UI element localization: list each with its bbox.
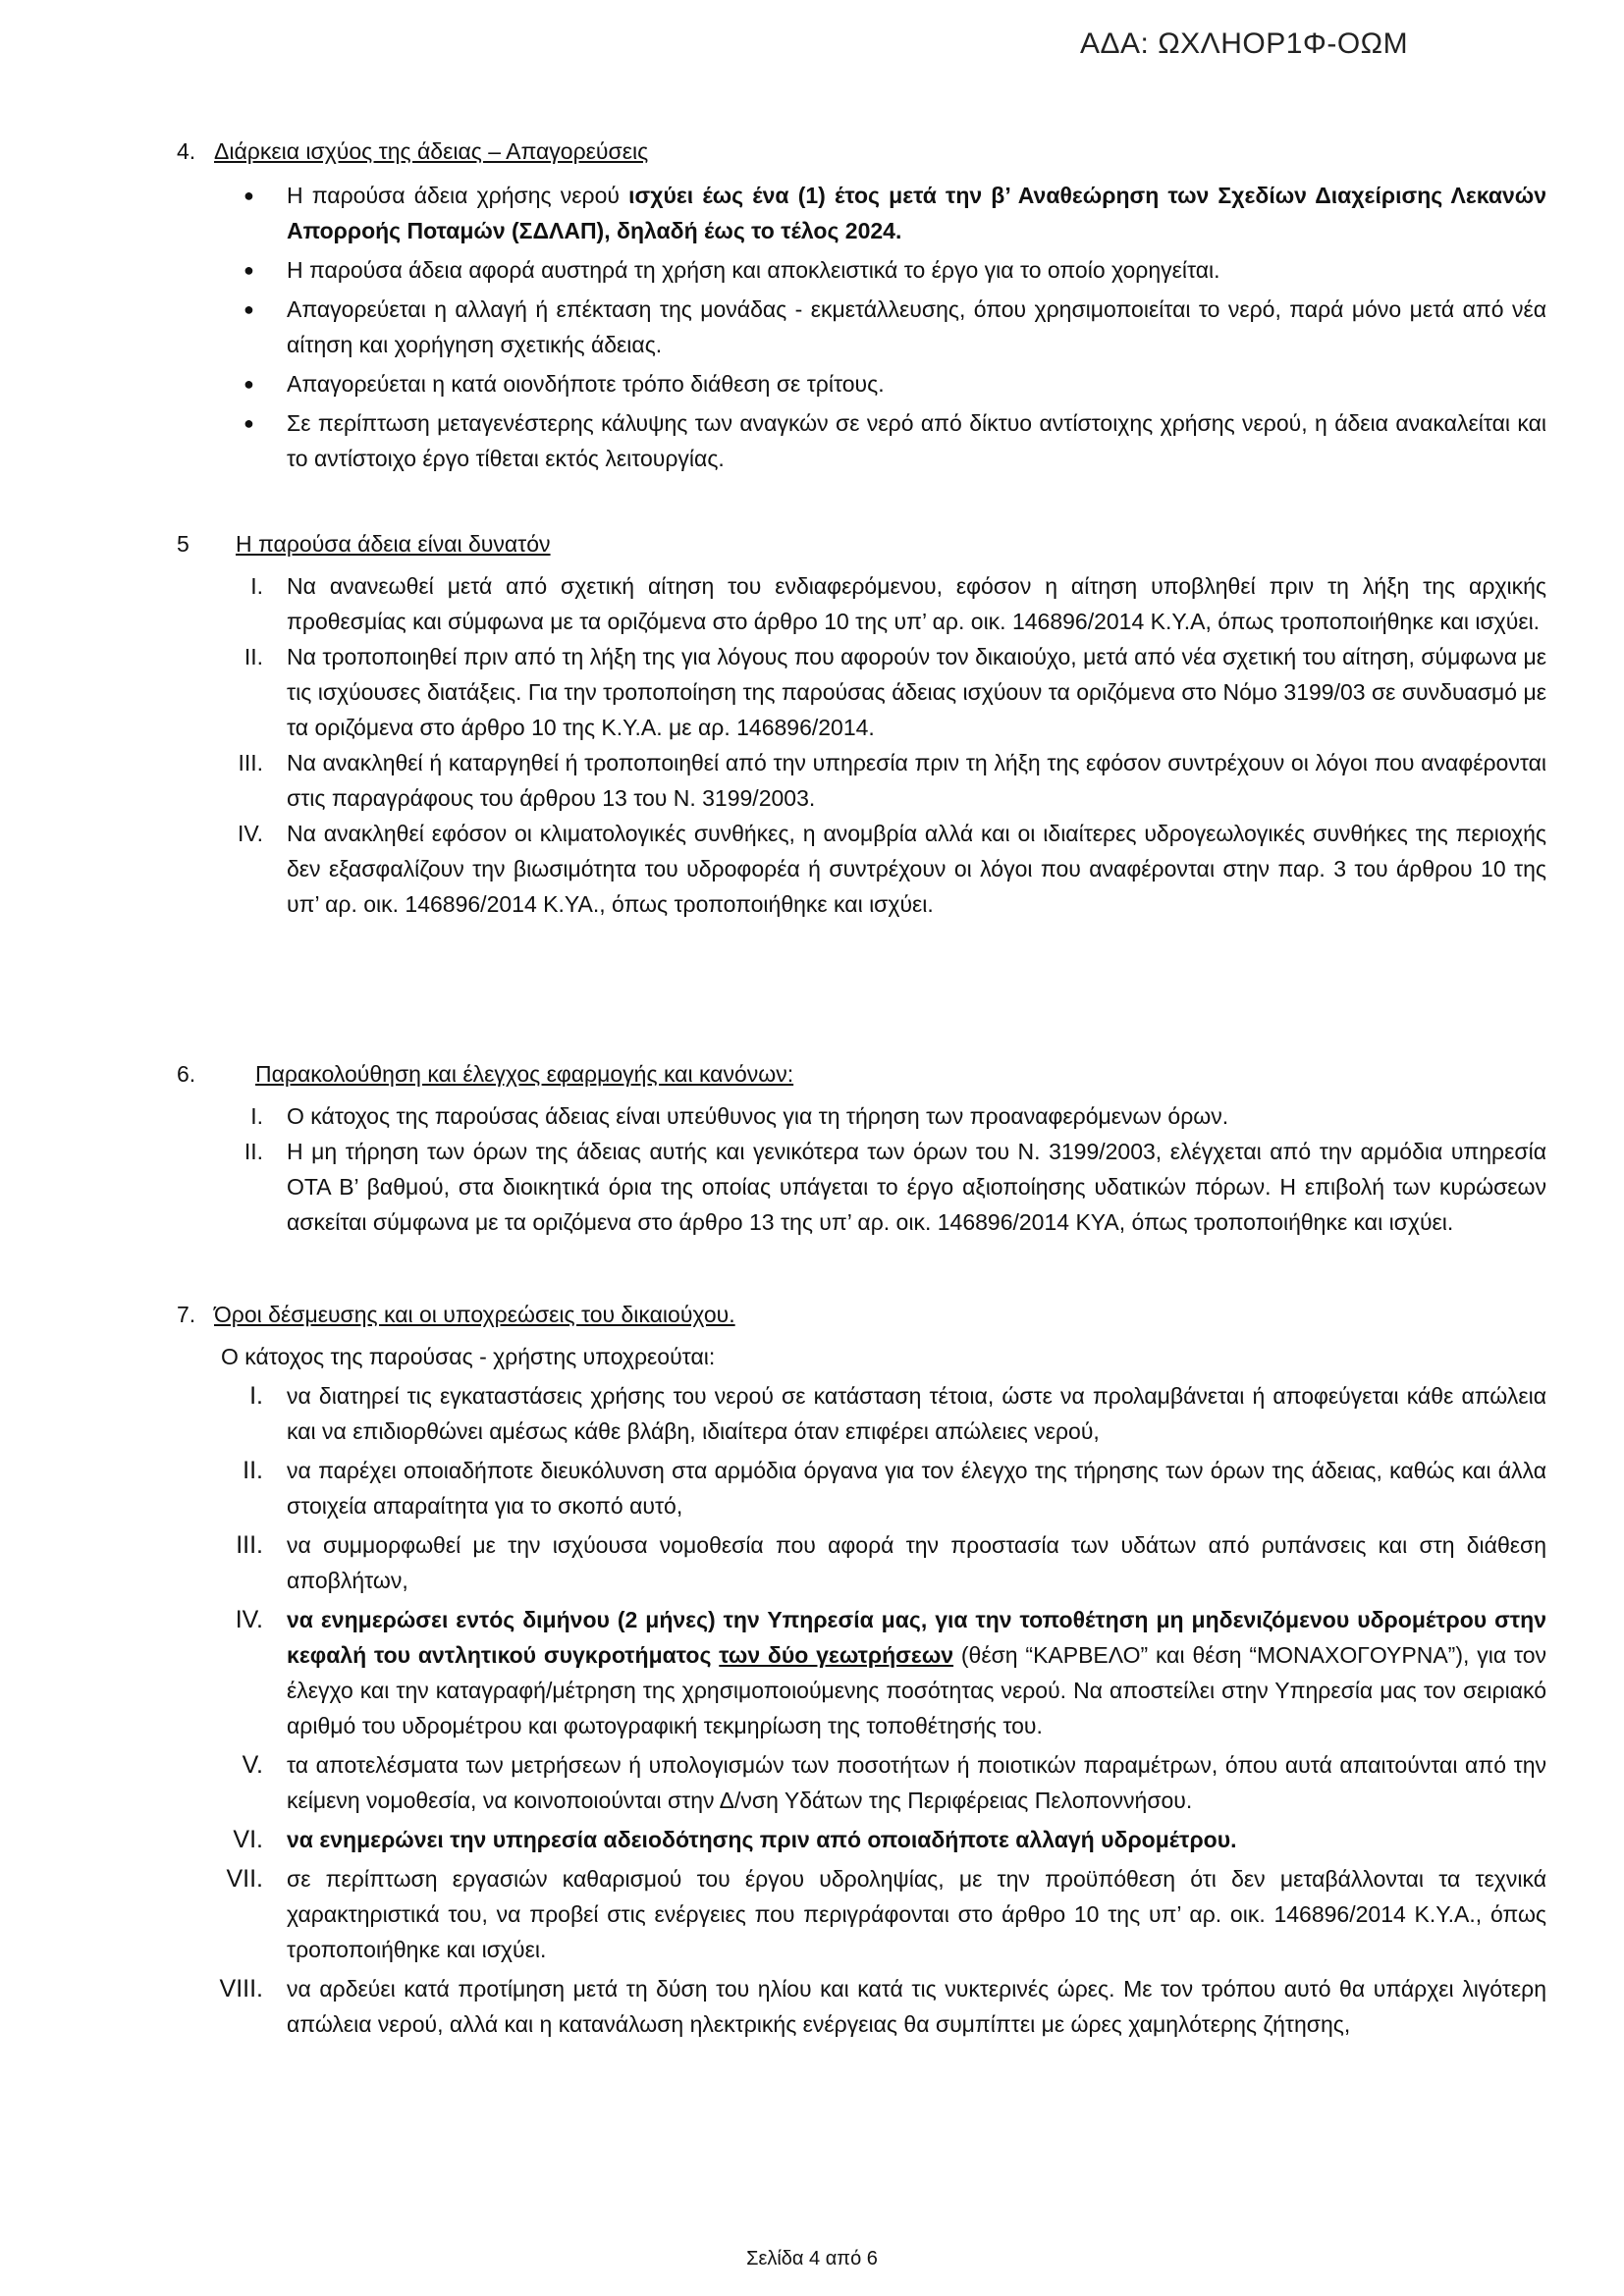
roman-numeral: II. [244,644,263,669]
list-item: VIII. να αρδεύει κατά προτίμηση μετά τη δύση του ηλίου και κατά τις νυκτερινές ώρες. Με τον τρόπου αυτό θα υπάρχει λιγότερη απώλεια νερού, αλλά και η κατανάλωση ηλεκτρικής ενέργειας θα συμπίπτει με ώρες χαμηλότερης ζήτησης, [177,1971,1546,2042]
list-item: VI. να ενημερώνει την υπηρεσία αδειοδότησης πριν από οποιαδήποτε αλλαγή υδρομέτρου. [177,1822,1546,1857]
roman-numeral: VII. [226,1865,263,1893]
list-item: V. τα αποτελέσματα των μετρήσεων ή υπολογισμών των ποσοτήτων ή ποιοτικών παραμέτρων, όπου αυτά απαιτούνται από την κείμενη νομοθεσία, να κοινοποιούνται στην Δ/νση Υδάτων της Περιφέρειας Πελοποννήσου. [177,1747,1546,1818]
bullet-item: ● Η παρούσα άδεια αφορά αυστηρά τη χρήση και αποκλειστικά το έργο για το οποίο χορηγείται. [177,252,1546,288]
section-5 [177,525,1546,1055]
list-item: I. Ο κάτοχος της παρούσας άδειας είναι υπεύθυνος για τη τήρηση των προαναφερόμενων όρων. [177,1098,1546,1134]
section-title: Παρακολούθηση και έλεγχος εφαρμογής και κανόνων: [255,1061,794,1087]
list-item: I. Να ανανεωθεί μετά από σχετική αίτηση του ενδιαφερόμενου, εφόσον η αίτηση υποβληθεί πριν τη λήξη της αρχικής προθεσμίας και σύμφωνα με τα οριζόμενα στο άρθρο 10 της υπ’ αρ. οικ. 146896/2014 Κ.Υ.Α, όπως τροποποιήθηκε και ισχύει. [177,568,1546,639]
roman-numeral: III. [236,1531,263,1559]
bullet-icon: ● [244,299,254,319]
ada-code: ΑΔΑ: ΩΧΛΗΟΡ1Φ-ΟΩΜ [1080,27,1409,60]
page-number: Σελίδα 4 από 6 [746,2248,878,2269]
bullet-item: ● Η παρούσα άδεια χρήσης νερού ισχύει έως ένα (1) έτος μετά την β’ Αναθεώρηση των Σχεδίων Διαχείρισης Λεκανών Απορροής Ποταμών (ΣΔΛΑΠ), δηλαδή έως το τέλος 2024. [177,178,1546,248]
roman-numeral: II. [243,1457,263,1484]
roman-numeral: III. [238,750,263,775]
section-7 [177,1296,1546,2042]
list-item: IV. να ενημερώσει εντός διμήνου (2 μήνες) την Υπηρεσία μας, για την τοποθέτηση μη μηδενιζόμενου υδρομέτρου στην κεφαλή του αντλητικού συγκροτήματος των δύο γεωτρήσεων (θέση “ΚΑΡΒΕΛΟ” και θέση “ΜΟΝΑΧΟΓΟΥΡΝΑ”), για τον έλεγχο και την καταγραφή/μέτρηση της χρησιμοποιούμενης ποσότητας νερού. Να αποστείλει στην Υπηρεσία μας τον σειριακό αριθμό του υδρομέτρου και φωτογραφική τεκμηρίωση της τοποθέτησής του. [177,1602,1546,1743]
roman-numeral: I. [250,573,263,599]
bullet-icon: ● [244,186,254,205]
section-4 [177,133,1546,525]
list-item: VII. σε περίπτωση εργασιών καθαρισμού του έργου υδροληψίας, με την προϋπόθεση ότι δεν μεταβάλλονται τα τεχνικά χαρακτηριστικά του, να προβεί στις ενέργειες που περιγράφονται στο άρθρο 10 της υπ’ αρ. οικ. 146896/2014 Κ.Υ.Α., όπως τροποποιήθηκε και ισχύει. [177,1861,1546,1967]
bullet-icon: ● [244,374,254,394]
bullet-icon: ● [244,260,254,280]
section-number: 6. [177,1061,196,1087]
list-item: II. Η μη τήρηση των όρων της άδειας αυτής και γενικότερα των όρων του Ν. 3199/2003, ελέγχεται από την αρμόδια υπηρεσία ΟΤΑ Β’ βαθμού, στα διοικητικά όρια της οποίας υπάγεται το έργο αξιοποίησης υδατικών πόρων. Η επιβολή των κυρώσεων ασκείται σύμφωνα με τα οριζόμενα στο άρθρο 13 της υπ’ αρ. οικ. 146896/2014 ΚΥΑ, όπως τροποποιήθηκε και ισχύει. [177,1134,1546,1240]
section-number: 7. [177,1302,196,1327]
document-body [177,133,1546,2042]
list-item: I. να διατηρεί τις εγκαταστάσεις χρήσης του νερού σε κατάσταση τέτοια, ώστε να προλαμβάνεται ή αποφεύγεται κάθε απώλεια και να επιδιορθώνει αμέσως κάθε βλάβη, ιδιαίτερα όταν επιφέρει απώλειες νερού, [177,1378,1546,1449]
section-title: Η παρούσα άδεια είναι δυνατόν [236,531,551,557]
roman-numeral: VIII. [219,1975,263,2002]
section-6 [177,1055,1546,1296]
roman-numeral: I. [250,1103,263,1129]
list-item: II. να παρέχει οποιαδήποτε διευκόλυνση στα αρμόδια όργανα για τον έλεγχο της τήρησης των όρων της άδειας, καθώς και άλλα στοιχεία απαραίτητα για το σκοπό αυτό, [177,1453,1546,1523]
list-item: III. να συμμορφωθεί με την ισχύουσα νομοθεσία που αφορά την προστασία των υδάτων από ρυπάνσεις και στη διάθεση αποβλήτων, [177,1527,1546,1598]
roman-numeral: V. [242,1751,263,1779]
section-number: 5 [177,531,189,557]
section-title: Διάρκεια ισχύος της άδειας – Απαγορεύσεις [214,138,649,164]
roman-numeral: II. [244,1139,263,1164]
list-item: II. Να τροποποιηθεί πριν από τη λήξη της για λόγους που αφορούν τον δικαιούχο, μετά από νέα σχετική του αίτηση, σύμφωνα με τις ισχύουσες διατάξεις. Για την τροποποίηση της παρούσας άδειας ισχύουν τα οριζόμενα στο Νόμο 3199/03 σε συνδυασμό με τα οριζόμενα στο άρθρο 10 της Κ.Υ.Α. με αρ. 146896/2014. [177,639,1546,745]
roman-numeral: VI. [233,1826,263,1853]
section-intro: Ο κάτοχος της παρούσας - χρήστης υποχρεούται: [221,1344,716,1369]
section-number: 4. [177,138,196,164]
roman-numeral: IV. [237,821,263,846]
list-item: III. Να ανακληθεί ή καταργηθεί ή τροποποιηθεί από την υπηρεσία πριν τη λήξη της εφόσον συντρέχουν οι λόγοι που αναφέρονται στις παραγράφους του άρθρου 13 του Ν. 3199/2003. [177,745,1546,816]
bullet-item: ● Σε περίπτωση μεταγενέστερης κάλυψης των αναγκών σε νερό από δίκτυο αντίστοιχης χρήσης νερού, η άδεια ανακαλείται και το αντίστοιχο έργο τίθεται εκτός λειτουργίας. [177,405,1546,476]
bullet-item: ● Απαγορεύεται η κατά οιονδήποτε τρόπο διάθεση σε τρίτους. [177,366,1546,401]
roman-numeral: IV. [235,1606,263,1633]
list-item: IV. Να ανακληθεί εφόσον οι κλιματολογικές συνθήκες, η ανομβρία αλλά και οι ιδιαίτερες υδρογεωλογικές συνθήκες της περιοχής δεν εξασφαλίζουν την βιωσιμότητα του υδροφορέα ή συντρέχουν οι λόγοι που αναφέρονται στην παρ. 3 του άρθρου 10 της υπ’ αρ. οικ. 146896/2014 Κ.ΥΑ., όπως τροποποιήθηκε και ισχύει. [177,816,1546,922]
roman-numeral: I. [249,1382,263,1410]
bullet-icon: ● [244,413,254,433]
section-title: Όροι δέσμευσης και οι υποχρεώσεις του δικαιούχου. [214,1302,735,1327]
bullet-item: ● Απαγορεύεται η αλλαγή ή επέκταση της μονάδας - εκμετάλλευσης, όπου χρησιμοποιείται το νερό, παρά μόνο μετά από νέα αίτηση και χορήγηση σχετικής άδειας. [177,292,1546,362]
